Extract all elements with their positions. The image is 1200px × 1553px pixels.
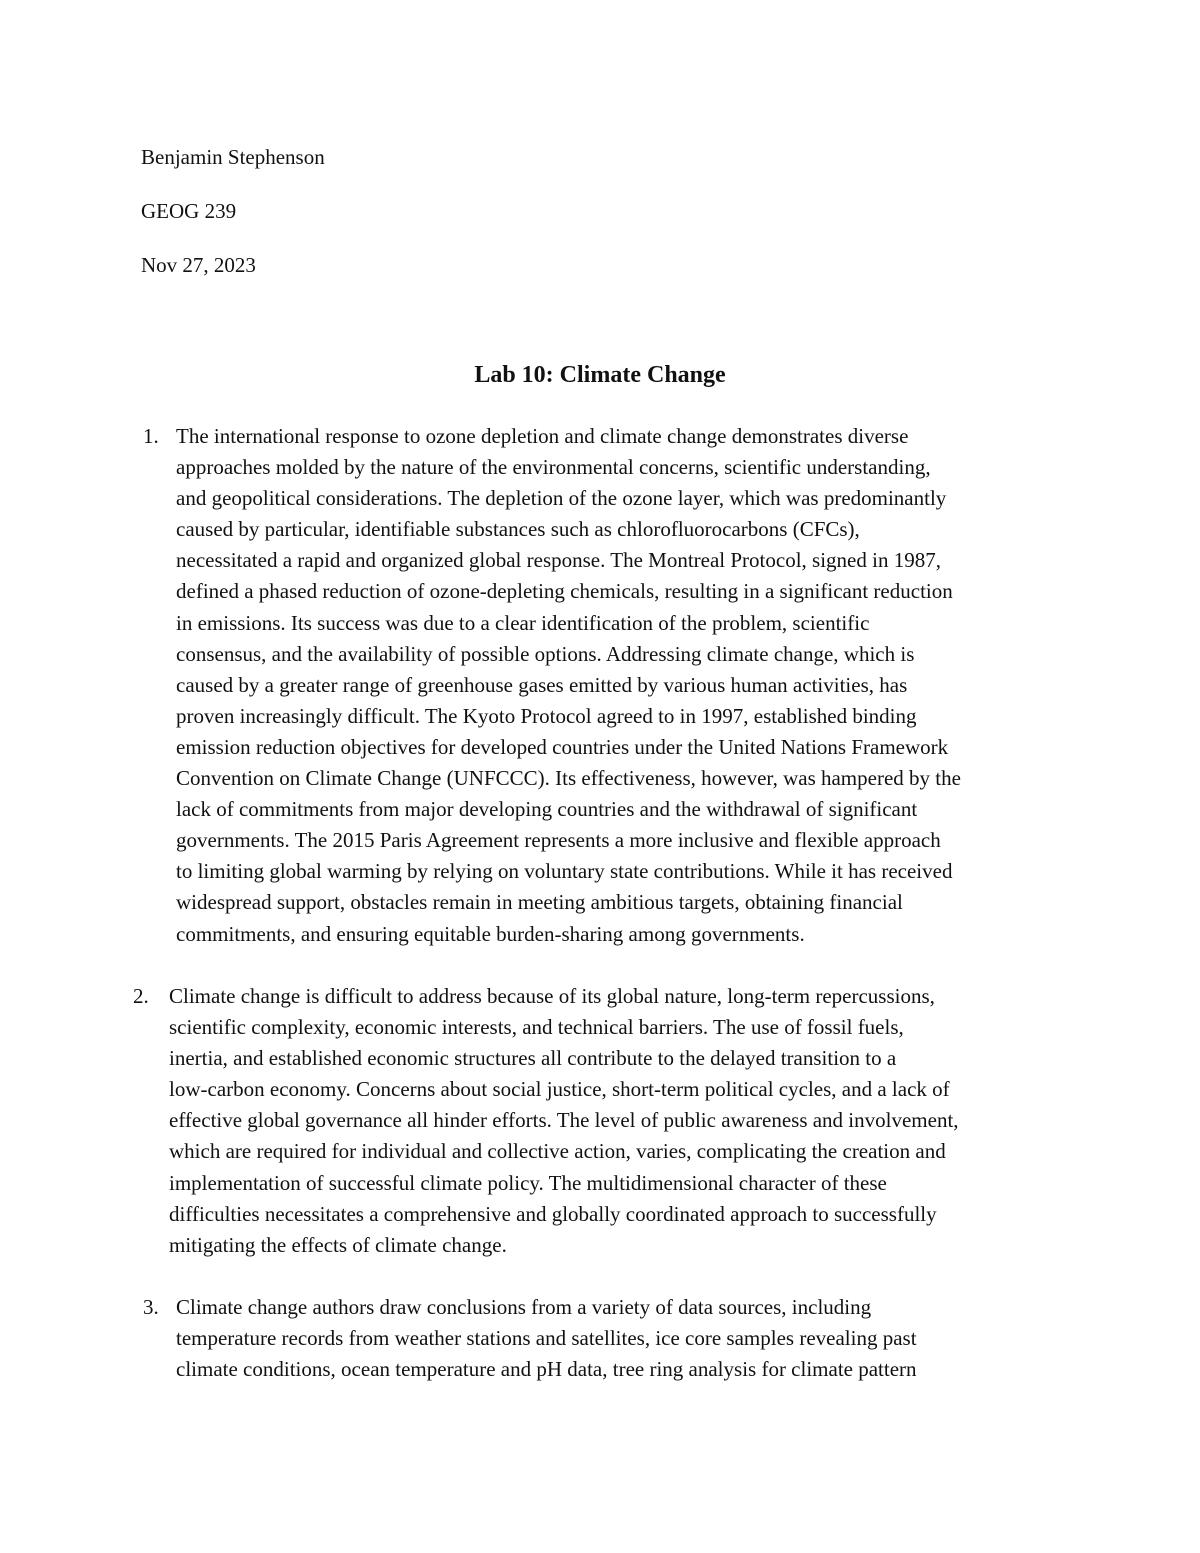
course-code: GEOG 239 — [141, 199, 237, 223]
text-line: approaches molded by the nature of the environmental concerns, scientific understanding, — [176, 455, 931, 480]
text-line: consensus, and the availability of possible options. Addressing climate change, which is — [176, 641, 915, 666]
item-text — [176, 1292, 917, 1385]
text-line: proven increasingly difficult. The Kyoto Protocol agreed to in 1997, established binding — [176, 703, 917, 728]
text-line: difficulties necessitates a comprehensive and globally coordinated approach to successfully — [169, 1201, 937, 1226]
text-line: in emissions. Its success was due to a clear identification of the problem, scientific — [176, 610, 870, 635]
text-line: which are required for individual and collective action, varies, complicating the creation and — [169, 1139, 946, 1164]
text-line: low-carbon economy. Concerns about social justice, short-term political cycles, and a lack of — [169, 1077, 950, 1102]
text-line: caused by a greater range of greenhouse gases emitted by various human activities, has — [176, 672, 908, 697]
text-line: inertia, and established economic structures all contribute to the delayed transition to a — [169, 1046, 897, 1071]
text-line: climate conditions, ocean temperature and pH data, tree ring analysis for climate pattern — [176, 1357, 917, 1382]
text-line: to limiting global warming by relying on voluntary state contributions. While it has received — [176, 859, 953, 884]
submission-date: Nov 27, 2023 — [141, 253, 256, 277]
text-line: defined a phased reduction of ozone-depleting chemicals, resulting in a significant reduction — [176, 579, 953, 604]
text-line: The international response to ozone depletion and climate change demonstrates diverse — [176, 424, 909, 448]
text-line: effective global governance all hinder efforts. The level of public awareness and involvement, — [169, 1108, 959, 1133]
text-line: caused by particular, identifiable substances such as chlorofluorocarbons (CFCs), — [176, 517, 860, 542]
text-line: Convention on Climate Change (UNFCCC). Its effectiveness, however, was hampered by the — [176, 766, 961, 791]
text-line: commitments, and ensuring equitable burden-sharing among governments. — [176, 921, 805, 946]
text-line: scientific complexity, economic interests, and technical barriers. The use of fossil fuels, — [169, 1015, 904, 1040]
item-text — [176, 421, 961, 950]
item-number: 2. — [133, 984, 149, 1008]
item-number: 1. — [143, 424, 159, 448]
text-line: mitigating the effects of climate change. — [169, 1232, 507, 1257]
text-line: and geopolitical considerations. The depletion of the ozone layer, which was predominantly — [176, 486, 947, 511]
text-line: implementation of successful climate policy. The multidimensional character of these — [169, 1170, 887, 1195]
text-line: necessitated a rapid and organized global response. The Montreal Protocol, signed in 1987, — [176, 548, 941, 573]
document-title: Lab 10: Climate Change — [474, 362, 726, 388]
author-name: Benjamin Stephenson — [141, 145, 325, 169]
text-line: governments. The 2015 Paris Agreement represents a more inclusive and flexible approach — [176, 828, 941, 853]
text-line: widespread support, obstacles remain in meeting ambitious targets, obtaining financial — [176, 890, 903, 915]
text-line: Climate change is difficult to address because of its global nature, long-term repercussions, — [169, 984, 935, 1008]
text-line: temperature records from weather stations and satellites, ice core samples revealing past — [176, 1326, 917, 1351]
item-text — [169, 981, 959, 1261]
text-line: lack of commitments from major developing countries and the withdrawal of significant — [176, 797, 918, 822]
item-number: 3. — [143, 1295, 159, 1319]
text-line: emission reduction objectives for developed countries under the United Nations Framework — [176, 734, 949, 759]
text-line: Climate change authors draw conclusions from a variety of data sources, including — [176, 1295, 872, 1319]
